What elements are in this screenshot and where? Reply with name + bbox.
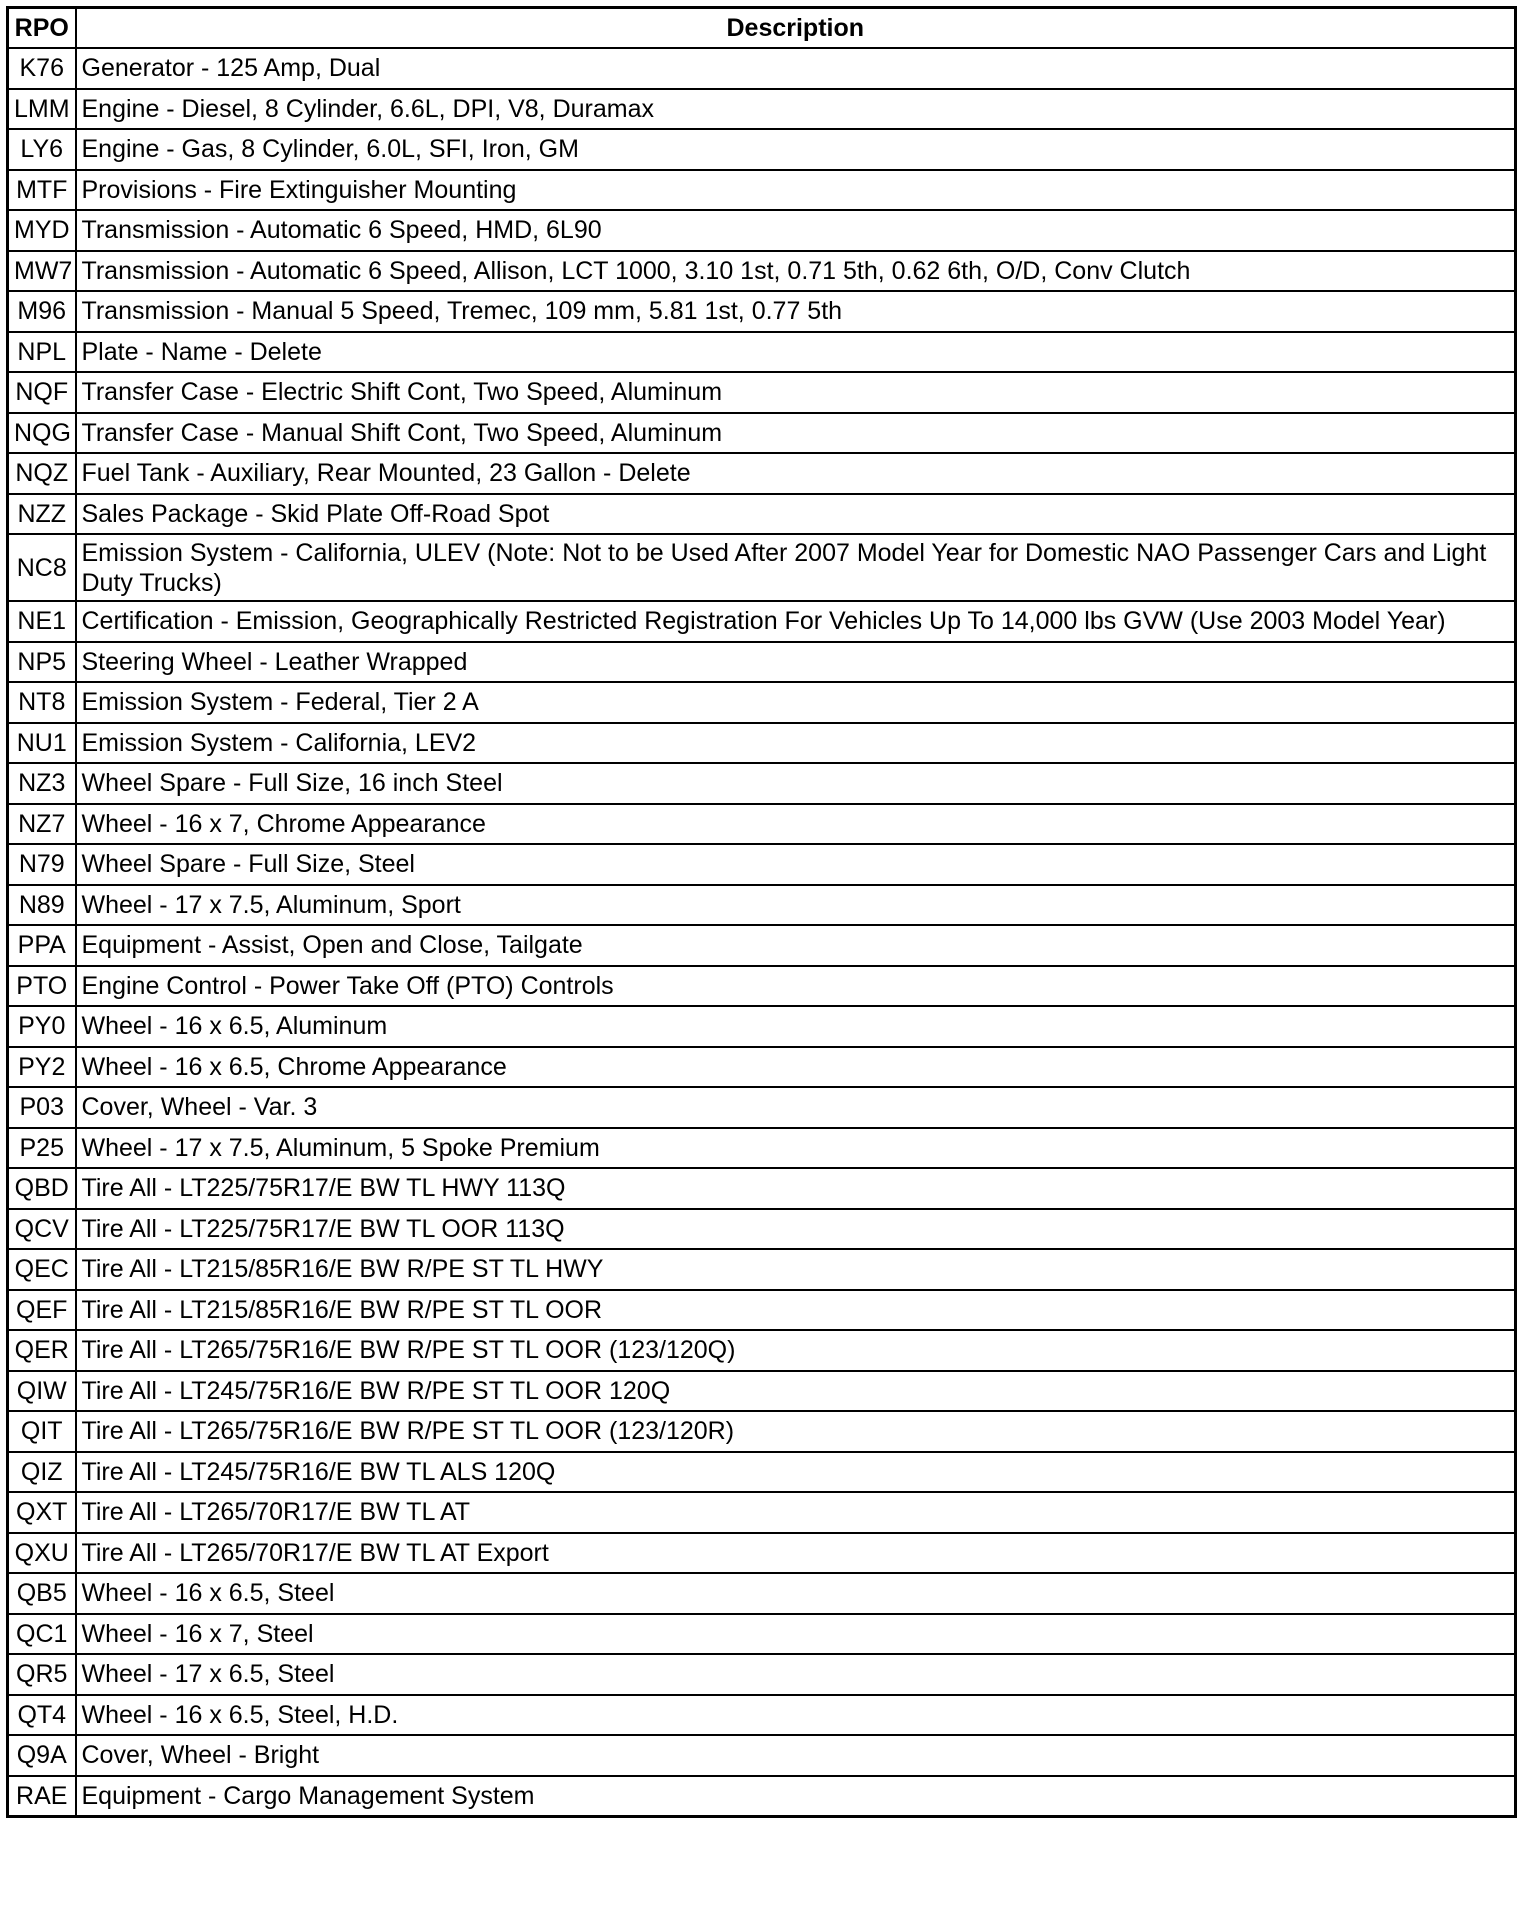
- description-cell: Cover, Wheel - Var. 3: [76, 1087, 1516, 1128]
- description-cell: Engine Control - Power Take Off (PTO) Controls: [76, 966, 1516, 1007]
- description-cell: Wheel Spare - Full Size, Steel: [76, 844, 1516, 885]
- rpo-code-cell: NQZ: [8, 453, 76, 494]
- rpo-code-cell: QEC: [8, 1249, 76, 1290]
- header-row: [8, 8, 1516, 49]
- table-row: [8, 1290, 1516, 1331]
- table-row: [8, 763, 1516, 804]
- description-cell: Equipment - Assist, Open and Close, Tailgate: [76, 925, 1516, 966]
- table-row: [8, 1776, 1516, 1817]
- table-row: [8, 844, 1516, 885]
- table-row: [8, 1735, 1516, 1776]
- table-row: [8, 1614, 1516, 1655]
- table-row: [8, 925, 1516, 966]
- rpo-document: [6, 6, 1514, 1818]
- table-row: [8, 1695, 1516, 1736]
- table-row: [8, 494, 1516, 535]
- rpo-code-cell: MW7: [8, 251, 76, 292]
- description-cell: Emission System - California, LEV2: [76, 723, 1516, 764]
- description-cell: Wheel - 16 x 7, Chrome Appearance: [76, 804, 1516, 845]
- table-row: [8, 1047, 1516, 1088]
- table-row: [8, 413, 1516, 454]
- description-cell: Steering Wheel - Leather Wrapped: [76, 642, 1516, 683]
- description-cell: Wheel - 16 x 7, Steel: [76, 1614, 1516, 1655]
- description-cell: Wheel - 16 x 6.5, Chrome Appearance: [76, 1047, 1516, 1088]
- rpo-code-cell: QB5: [8, 1573, 76, 1614]
- table-row: [8, 1330, 1516, 1371]
- rpo-code-cell: QXU: [8, 1533, 76, 1574]
- header-description: Description: [76, 8, 1516, 49]
- rpo-code-cell: Q9A: [8, 1735, 76, 1776]
- table-row: [8, 1128, 1516, 1169]
- description-cell: Generator - 125 Amp, Dual: [76, 48, 1516, 89]
- rpo-code-cell: QCV: [8, 1209, 76, 1250]
- rpo-table: [6, 6, 1517, 1818]
- description-cell: Tire All - LT225/75R17/E BW TL OOR 113Q: [76, 1209, 1516, 1250]
- rpo-code-cell: P25: [8, 1128, 76, 1169]
- rpo-code-cell: MYD: [8, 210, 76, 251]
- rpo-code-cell: NT8: [8, 682, 76, 723]
- table-row: [8, 804, 1516, 845]
- rpo-code-cell: PPA: [8, 925, 76, 966]
- rpo-code-cell: PY0: [8, 1006, 76, 1047]
- rpo-code-cell: QT4: [8, 1695, 76, 1736]
- table-row: [8, 534, 1516, 601]
- table-row: [8, 89, 1516, 130]
- description-cell: Tire All - LT265/70R17/E BW TL AT Export: [76, 1533, 1516, 1574]
- table-row: [8, 642, 1516, 683]
- description-cell: Certification - Emission, Geographically Restricted Registration For Vehicles Up To 14,000 lbs GVW (Use 2003 Model Year): [76, 601, 1516, 642]
- table-row: [8, 1573, 1516, 1614]
- rpo-code-cell: NP5: [8, 642, 76, 683]
- table-row: [8, 966, 1516, 1007]
- description-cell: Wheel - 17 x 7.5, Aluminum, 5 Spoke Premium: [76, 1128, 1516, 1169]
- rpo-code-cell: LY6: [8, 129, 76, 170]
- table-row: [8, 1533, 1516, 1574]
- table-row: [8, 291, 1516, 332]
- description-cell: Wheel - 16 x 6.5, Aluminum: [76, 1006, 1516, 1047]
- table-row: [8, 129, 1516, 170]
- rpo-code-cell: QIZ: [8, 1452, 76, 1493]
- rpo-code-cell: NZ7: [8, 804, 76, 845]
- table-row: [8, 1654, 1516, 1695]
- rpo-code-cell: PTO: [8, 966, 76, 1007]
- rpo-code-cell: M96: [8, 291, 76, 332]
- table-body: [8, 48, 1516, 1817]
- description-cell: Wheel Spare - Full Size, 16 inch Steel: [76, 763, 1516, 804]
- table-header: [8, 8, 1516, 49]
- description-cell: Tire All - LT265/75R16/E BW R/PE ST TL OOR (123/120Q): [76, 1330, 1516, 1371]
- description-cell: Transfer Case - Electric Shift Cont, Two Speed, Aluminum: [76, 372, 1516, 413]
- description-cell: Sales Package - Skid Plate Off-Road Spot: [76, 494, 1516, 535]
- description-cell: Wheel - 16 x 6.5, Steel: [76, 1573, 1516, 1614]
- table-row: [8, 372, 1516, 413]
- table-row: [8, 1168, 1516, 1209]
- description-cell: Engine - Diesel, 8 Cylinder, 6.6L, DPI, V8, Duramax: [76, 89, 1516, 130]
- description-cell: Transmission - Manual 5 Speed, Tremec, 109 mm, 5.81 1st, 0.77 5th: [76, 291, 1516, 332]
- description-cell: Wheel - 17 x 6.5, Steel: [76, 1654, 1516, 1695]
- description-cell: Tire All - LT265/70R17/E BW TL AT: [76, 1492, 1516, 1533]
- table-row: [8, 170, 1516, 211]
- table-row: [8, 210, 1516, 251]
- rpo-code-cell: RAE: [8, 1776, 76, 1817]
- rpo-code-cell: N79: [8, 844, 76, 885]
- rpo-code-cell: NE1: [8, 601, 76, 642]
- description-cell: Tire All - LT215/85R16/E BW R/PE ST TL HWY: [76, 1249, 1516, 1290]
- rpo-code-cell: QXT: [8, 1492, 76, 1533]
- description-cell: Transfer Case - Manual Shift Cont, Two Speed, Aluminum: [76, 413, 1516, 454]
- rpo-code-cell: QC1: [8, 1614, 76, 1655]
- rpo-code-cell: NZZ: [8, 494, 76, 535]
- rpo-code-cell: NU1: [8, 723, 76, 764]
- description-cell: Wheel - 16 x 6.5, Steel, H.D.: [76, 1695, 1516, 1736]
- rpo-code-cell: P03: [8, 1087, 76, 1128]
- rpo-code-cell: QER: [8, 1330, 76, 1371]
- table-row: [8, 251, 1516, 292]
- rpo-code-cell: N89: [8, 885, 76, 926]
- table-row: [8, 1452, 1516, 1493]
- rpo-code-cell: QBD: [8, 1168, 76, 1209]
- table-row: [8, 1371, 1516, 1412]
- description-cell: Equipment - Cargo Management System: [76, 1776, 1516, 1817]
- rpo-code-cell: QEF: [8, 1290, 76, 1331]
- rpo-code-cell: QIW: [8, 1371, 76, 1412]
- description-cell: Wheel - 17 x 7.5, Aluminum, Sport: [76, 885, 1516, 926]
- description-cell: Emission System - California, ULEV (Note: Not to be Used After 2007 Model Year for Domestic NAO Passenger Cars and Light Duty Trucks): [76, 534, 1516, 601]
- table-row: [8, 682, 1516, 723]
- description-cell: Tire All - LT265/75R16/E BW R/PE ST TL OOR (123/120R): [76, 1411, 1516, 1452]
- rpo-code-cell: NC8: [8, 534, 76, 601]
- description-cell: Tire All - LT225/75R17/E BW TL HWY 113Q: [76, 1168, 1516, 1209]
- rpo-code-cell: NQF: [8, 372, 76, 413]
- rpo-code-cell: QIT: [8, 1411, 76, 1452]
- table-row: [8, 1249, 1516, 1290]
- rpo-code-cell: MTF: [8, 170, 76, 211]
- rpo-code-cell: LMM: [8, 89, 76, 130]
- table-row: [8, 885, 1516, 926]
- table-row: [8, 1209, 1516, 1250]
- rpo-code-cell: NQG: [8, 413, 76, 454]
- description-cell: Provisions - Fire Extinguisher Mounting: [76, 170, 1516, 211]
- table-row: [8, 453, 1516, 494]
- table-row: [8, 332, 1516, 373]
- rpo-code-cell: K76: [8, 48, 76, 89]
- table-row: [8, 1006, 1516, 1047]
- description-cell: Tire All - LT245/75R16/E BW TL ALS 120Q: [76, 1452, 1516, 1493]
- rpo-code-cell: QR5: [8, 1654, 76, 1695]
- description-cell: Fuel Tank - Auxiliary, Rear Mounted, 23 Gallon - Delete: [76, 453, 1516, 494]
- table-row: [8, 1411, 1516, 1452]
- description-cell: Cover, Wheel - Bright: [76, 1735, 1516, 1776]
- table-row: [8, 1087, 1516, 1128]
- table-row: [8, 48, 1516, 89]
- description-cell: Tire All - LT215/85R16/E BW R/PE ST TL OOR: [76, 1290, 1516, 1331]
- rpo-code-cell: PY2: [8, 1047, 76, 1088]
- table-row: [8, 601, 1516, 642]
- description-cell: Tire All - LT245/75R16/E BW R/PE ST TL OOR 120Q: [76, 1371, 1516, 1412]
- header-rpo: RPO: [8, 8, 76, 49]
- description-cell: Transmission - Automatic 6 Speed, Allison, LCT 1000, 3.10 1st, 0.71 5th, 0.62 6th, O/D, Conv Clutch: [76, 251, 1516, 292]
- rpo-code-cell: NPL: [8, 332, 76, 373]
- description-cell: Emission System - Federal, Tier 2 A: [76, 682, 1516, 723]
- description-cell: Engine - Gas, 8 Cylinder, 6.0L, SFI, Iron, GM: [76, 129, 1516, 170]
- rpo-code-cell: NZ3: [8, 763, 76, 804]
- description-cell: Transmission - Automatic 6 Speed, HMD, 6L90: [76, 210, 1516, 251]
- table-row: [8, 723, 1516, 764]
- description-cell: Plate - Name - Delete: [76, 332, 1516, 373]
- table-row: [8, 1492, 1516, 1533]
